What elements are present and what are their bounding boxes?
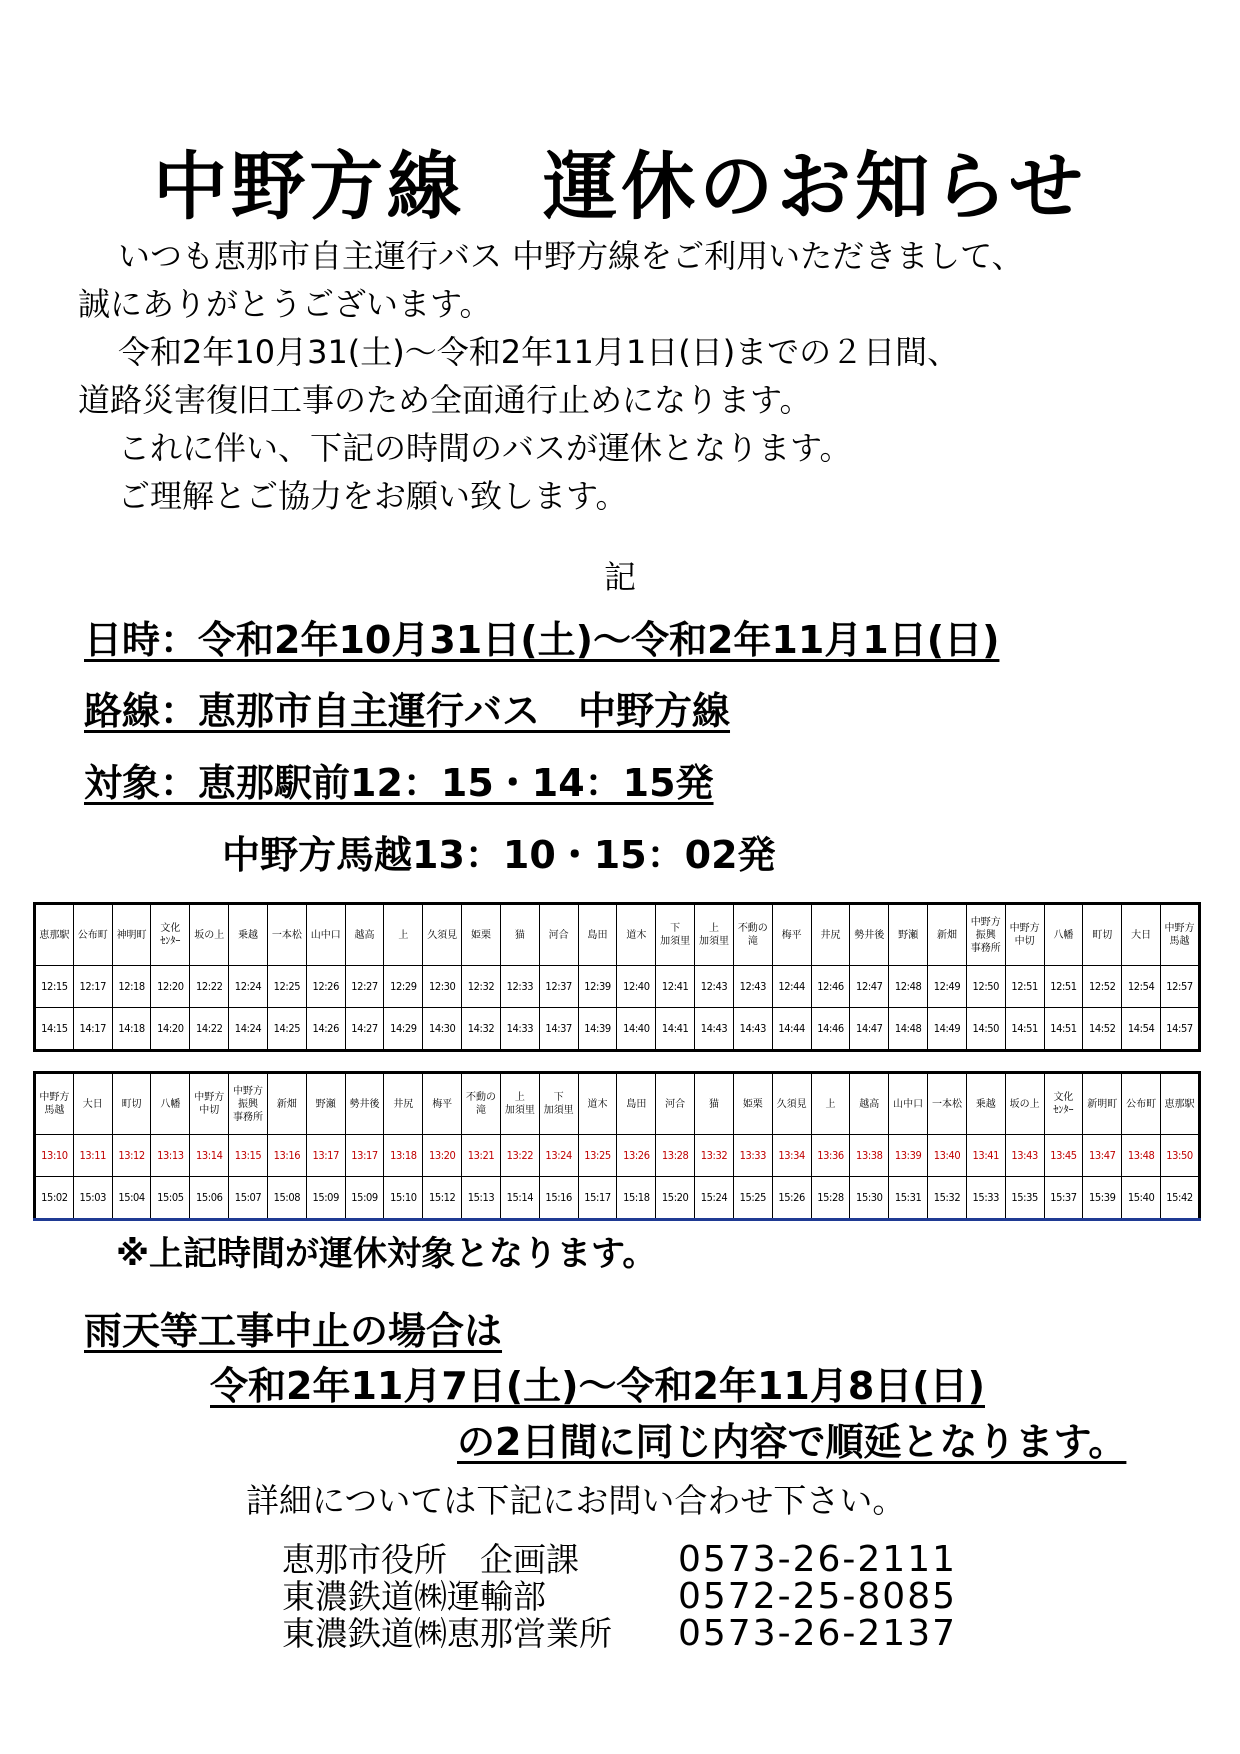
info-target: 対象：恵那駅前12：15・14：15発 bbox=[84, 761, 714, 805]
stop-name: 勢井後 bbox=[850, 904, 889, 966]
stop-name: 猫 bbox=[695, 1073, 734, 1135]
intro-line: 令和2年10月31(土)～令和2年11月1日(日)までの２日間、 bbox=[118, 333, 960, 371]
stop-name: 文化 ｾﾝﾀｰ bbox=[1044, 1073, 1083, 1135]
departure-time: 13:47 bbox=[1083, 1135, 1122, 1177]
departure-time: 15:42 bbox=[1161, 1177, 1200, 1220]
departure-time: 12:33 bbox=[500, 966, 539, 1008]
rain-postpone-line3: の2日間に同じ内容で順延となります。 bbox=[457, 1420, 1127, 1464]
departure-time: 12:51 bbox=[1005, 966, 1044, 1008]
stop-name: 一本松 bbox=[267, 904, 306, 966]
departure-time: 14:24 bbox=[229, 1008, 268, 1051]
departure-time: 15:25 bbox=[733, 1177, 772, 1220]
departure-time: 15:10 bbox=[384, 1177, 423, 1220]
departure-time: 13:13 bbox=[151, 1135, 190, 1177]
stop-name: 野瀬 bbox=[889, 904, 928, 966]
departure-time: 15:09 bbox=[345, 1177, 384, 1220]
departure-time: 15:02 bbox=[35, 1177, 74, 1220]
departure-time: 14:29 bbox=[384, 1008, 423, 1051]
stop-name: 上 bbox=[384, 904, 423, 966]
page-title: 中野方線 運休のお知らせ bbox=[153, 144, 1087, 230]
stop-name: 新畑 bbox=[267, 1073, 306, 1135]
stop-name: 久須見 bbox=[772, 1073, 811, 1135]
departure-time: 13:34 bbox=[772, 1135, 811, 1177]
stop-name: 姫栗 bbox=[462, 904, 501, 966]
departure-time: 15:09 bbox=[306, 1177, 345, 1220]
departure-time: 15:03 bbox=[73, 1177, 112, 1220]
departure-time: 13:15 bbox=[229, 1135, 268, 1177]
departure-time: 14:18 bbox=[112, 1008, 151, 1051]
contact-item bbox=[282, 1615, 957, 1652]
departure-time: 15:24 bbox=[695, 1177, 734, 1220]
departure-time: 14:51 bbox=[1044, 1008, 1083, 1051]
departure-time: 13:10 bbox=[35, 1135, 74, 1177]
departure-time: 15:12 bbox=[423, 1177, 462, 1220]
departure-time: 14:32 bbox=[462, 1008, 501, 1051]
departure-time: 12:43 bbox=[733, 966, 772, 1008]
stop-name: 中野方 中切 bbox=[190, 1073, 229, 1135]
table-row bbox=[35, 1177, 1200, 1220]
stop-name: 久須見 bbox=[423, 904, 462, 966]
info-date: 日時：令和2年10月31日(土)～令和2年11月1日(日) bbox=[84, 618, 1000, 662]
departure-time: 15:37 bbox=[1044, 1177, 1083, 1220]
departure-time: 12:17 bbox=[73, 966, 112, 1008]
stop-name: 道木 bbox=[578, 1073, 617, 1135]
departure-time: 15:17 bbox=[578, 1177, 617, 1220]
departure-time: 12:29 bbox=[384, 966, 423, 1008]
departure-time: 12:22 bbox=[190, 966, 229, 1008]
departure-time: 15:05 bbox=[151, 1177, 190, 1220]
departure-time: 13:45 bbox=[1044, 1135, 1083, 1177]
departure-time: 14:49 bbox=[928, 1008, 967, 1051]
stop-name: 新畑 bbox=[928, 904, 967, 966]
contact-list bbox=[282, 1541, 957, 1652]
departure-time: 15:08 bbox=[267, 1177, 306, 1220]
stop-name: 町切 bbox=[112, 1073, 151, 1135]
suspension-note: ※上記時間が運休対象となります。 bbox=[116, 1234, 657, 1274]
intro-line: 誠にありがとうございます。 bbox=[78, 285, 492, 323]
departure-time: 12:30 bbox=[423, 966, 462, 1008]
departure-time: 14:54 bbox=[1122, 1008, 1161, 1051]
departure-time: 13:24 bbox=[539, 1135, 578, 1177]
departure-time: 15:32 bbox=[928, 1177, 967, 1220]
stop-name: 勢井後 bbox=[345, 1073, 384, 1135]
departure-time: 13:14 bbox=[190, 1135, 229, 1177]
departure-time: 12:50 bbox=[966, 966, 1005, 1008]
departure-time: 14:46 bbox=[811, 1008, 850, 1051]
departure-time: 13:21 bbox=[462, 1135, 501, 1177]
departure-time: 14:33 bbox=[500, 1008, 539, 1051]
stop-name: 猫 bbox=[500, 904, 539, 966]
departure-time: 12:27 bbox=[345, 966, 384, 1008]
stop-name: 公布町 bbox=[1122, 1073, 1161, 1135]
stop-name: 中野方 振興 事務所 bbox=[966, 904, 1005, 966]
intro-line: これに伴い、下記の時間のバスが運休となります。 bbox=[118, 429, 852, 467]
table-row bbox=[35, 966, 1200, 1008]
departure-time: 13:32 bbox=[695, 1135, 734, 1177]
stop-name: 井尻 bbox=[384, 1073, 423, 1135]
departure-time: 14:17 bbox=[73, 1008, 112, 1051]
departure-time: 13:48 bbox=[1122, 1135, 1161, 1177]
departure-time: 12:48 bbox=[889, 966, 928, 1008]
departure-time: 14:20 bbox=[151, 1008, 190, 1051]
stop-name: 坂の上 bbox=[1005, 1073, 1044, 1135]
departure-time: 13:25 bbox=[578, 1135, 617, 1177]
stop-name: 神明町 bbox=[112, 904, 151, 966]
departure-time: 13:28 bbox=[656, 1135, 695, 1177]
departure-time: 15:13 bbox=[462, 1177, 501, 1220]
departure-time: 14:27 bbox=[345, 1008, 384, 1051]
departure-time: 15:26 bbox=[772, 1177, 811, 1220]
stop-name: 大日 bbox=[73, 1073, 112, 1135]
departure-time: 15:06 bbox=[190, 1177, 229, 1220]
contact-name: 恵那市役所 企画課 bbox=[282, 1540, 579, 1579]
departure-time: 15:39 bbox=[1083, 1177, 1122, 1220]
stop-name: 山中口 bbox=[306, 904, 345, 966]
departure-time: 12:39 bbox=[578, 966, 617, 1008]
departure-time: 12:15 bbox=[35, 966, 74, 1008]
departure-time: 12:20 bbox=[151, 966, 190, 1008]
contact-item bbox=[282, 1578, 957, 1615]
stop-name: 山中口 bbox=[889, 1073, 928, 1135]
table-row bbox=[35, 1135, 1200, 1177]
departure-time: 12:18 bbox=[112, 966, 151, 1008]
departure-time: 13:38 bbox=[850, 1135, 889, 1177]
stop-name: 下 加須里 bbox=[656, 904, 695, 966]
stop-name: 中野方 馬越 bbox=[1161, 904, 1200, 966]
departure-time: 14:57 bbox=[1161, 1008, 1200, 1051]
departure-time: 15:07 bbox=[229, 1177, 268, 1220]
stop-header-row bbox=[35, 1073, 1200, 1135]
departure-time: 14:50 bbox=[966, 1008, 1005, 1051]
departure-time: 12:44 bbox=[772, 966, 811, 1008]
departure-time: 15:28 bbox=[811, 1177, 850, 1220]
departure-time: 13:11 bbox=[73, 1135, 112, 1177]
stop-name: 井尻 bbox=[811, 904, 850, 966]
stop-name: 河合 bbox=[656, 1073, 695, 1135]
stop-name: 一本松 bbox=[928, 1073, 967, 1135]
departure-time: 15:18 bbox=[617, 1177, 656, 1220]
departure-time: 14:47 bbox=[850, 1008, 889, 1051]
departure-time: 13:26 bbox=[617, 1135, 656, 1177]
departure-time: 15:40 bbox=[1122, 1177, 1161, 1220]
departure-time: 14:51 bbox=[1005, 1008, 1044, 1051]
departure-time: 15:16 bbox=[539, 1177, 578, 1220]
departure-time: 12:41 bbox=[656, 966, 695, 1008]
departure-time: 14:43 bbox=[695, 1008, 734, 1051]
departure-time: 15:31 bbox=[889, 1177, 928, 1220]
stop-header-row bbox=[35, 904, 1200, 966]
departure-time: 12:47 bbox=[850, 966, 889, 1008]
stop-name: 新明町 bbox=[1083, 1073, 1122, 1135]
contact-phone: 0573-26-2111 bbox=[678, 1539, 958, 1580]
departure-time: 12:52 bbox=[1083, 966, 1122, 1008]
departure-time: 14:40 bbox=[617, 1008, 656, 1051]
stop-name: 道木 bbox=[617, 904, 656, 966]
stop-name: 姫栗 bbox=[733, 1073, 772, 1135]
stop-name: 不動の 滝 bbox=[733, 904, 772, 966]
intro-text bbox=[78, 232, 1188, 520]
departure-time: 13:33 bbox=[733, 1135, 772, 1177]
timetable-inbound bbox=[33, 1071, 1201, 1221]
departure-time: 13:41 bbox=[966, 1135, 1005, 1177]
rain-postpone-line1: 雨天等工事中止の場合は bbox=[84, 1309, 503, 1353]
departure-time: 13:43 bbox=[1005, 1135, 1044, 1177]
departure-time: 15:33 bbox=[966, 1177, 1005, 1220]
stop-name: 不動の 滝 bbox=[462, 1073, 501, 1135]
departure-time: 15:20 bbox=[656, 1177, 695, 1220]
departure-time: 14:15 bbox=[35, 1008, 74, 1051]
departure-time: 14:41 bbox=[656, 1008, 695, 1051]
departure-time: 13:17 bbox=[306, 1135, 345, 1177]
departure-time: 15:04 bbox=[112, 1177, 151, 1220]
stop-name: 下 加須里 bbox=[539, 1073, 578, 1135]
stop-name: 町切 bbox=[1083, 904, 1122, 966]
stop-name: 中野方 中切 bbox=[1005, 904, 1044, 966]
departure-time: 13:20 bbox=[423, 1135, 462, 1177]
stop-name: 上 加須里 bbox=[500, 1073, 539, 1135]
departure-time: 12:46 bbox=[811, 966, 850, 1008]
stop-name: 恵那駅 bbox=[1161, 1073, 1200, 1135]
departure-time: 13:36 bbox=[811, 1135, 850, 1177]
stop-name: 坂の上 bbox=[190, 904, 229, 966]
stop-name: 中野方 馬越 bbox=[35, 1073, 74, 1135]
stop-name: 島田 bbox=[617, 1073, 656, 1135]
departure-time: 13:16 bbox=[267, 1135, 306, 1177]
stop-name: 八幡 bbox=[151, 1073, 190, 1135]
departure-time: 14:25 bbox=[267, 1008, 306, 1051]
ki-marker: 記 bbox=[603, 558, 636, 596]
departure-time: 13:17 bbox=[345, 1135, 384, 1177]
departure-time: 13:22 bbox=[500, 1135, 539, 1177]
intro-line: ご理解とご協力をお願い致します。 bbox=[118, 477, 628, 515]
info-route: 路線：恵那市自主運行バス 中野方線 bbox=[84, 689, 731, 733]
contact-heading: 詳細については下記にお問い合わせ下さい。 bbox=[246, 1481, 906, 1520]
stop-name: 越高 bbox=[345, 904, 384, 966]
stop-name: 越高 bbox=[850, 1073, 889, 1135]
departure-time: 15:14 bbox=[500, 1177, 539, 1220]
stop-name: 梅平 bbox=[772, 904, 811, 966]
departure-time: 14:43 bbox=[733, 1008, 772, 1051]
departure-time: 12:32 bbox=[462, 966, 501, 1008]
stop-name: 乗越 bbox=[966, 1073, 1005, 1135]
departure-time: 12:37 bbox=[539, 966, 578, 1008]
departure-time: 14:44 bbox=[772, 1008, 811, 1051]
stop-name: 梅平 bbox=[423, 1073, 462, 1135]
departure-time: 14:39 bbox=[578, 1008, 617, 1051]
stop-name: 島田 bbox=[578, 904, 617, 966]
departure-time: 14:48 bbox=[889, 1008, 928, 1051]
departure-time: 12:40 bbox=[617, 966, 656, 1008]
stop-name: 文化 ｾﾝﾀｰ bbox=[151, 904, 190, 966]
contact-name: 東濃鉄道㈱恵那営業所 bbox=[282, 1614, 612, 1653]
departure-time: 13:40 bbox=[928, 1135, 967, 1177]
intro-line: 道路災害復旧工事のため全面通行止めになります。 bbox=[78, 381, 812, 419]
stop-name: 河合 bbox=[539, 904, 578, 966]
info-target-2: 中野方馬越13：10・15：02発 bbox=[222, 833, 776, 877]
stop-name: 公布町 bbox=[73, 904, 112, 966]
departure-time: 12:57 bbox=[1161, 966, 1200, 1008]
departure-time: 13:12 bbox=[112, 1135, 151, 1177]
departure-time: 12:24 bbox=[229, 966, 268, 1008]
departure-time: 14:52 bbox=[1083, 1008, 1122, 1051]
departure-time: 13:39 bbox=[889, 1135, 928, 1177]
stop-name: 恵那駅 bbox=[35, 904, 74, 966]
table-row bbox=[35, 1008, 1200, 1051]
departure-time: 12:43 bbox=[695, 966, 734, 1008]
departure-time: 12:51 bbox=[1044, 966, 1083, 1008]
departure-time: 13:18 bbox=[384, 1135, 423, 1177]
departure-time: 12:49 bbox=[928, 966, 967, 1008]
contact-phone: 0572-25-8085 bbox=[678, 1576, 958, 1617]
intro-line: いつも恵那市自主運行バス 中野方線をご利用いただきまして、 bbox=[118, 237, 1024, 275]
departure-time: 15:30 bbox=[850, 1177, 889, 1220]
departure-time: 12:26 bbox=[306, 966, 345, 1008]
stop-name: 乗越 bbox=[229, 904, 268, 966]
rain-postpone-line2: 令和2年11月7日(土)～令和2年11月8日(日) bbox=[210, 1364, 985, 1408]
contact-phone: 0573-26-2137 bbox=[678, 1613, 958, 1654]
stop-name: 上 bbox=[811, 1073, 850, 1135]
stop-name: 上 加須里 bbox=[695, 904, 734, 966]
departure-time: 14:30 bbox=[423, 1008, 462, 1051]
departure-time: 13:50 bbox=[1161, 1135, 1200, 1177]
departure-time: 14:37 bbox=[539, 1008, 578, 1051]
contact-item bbox=[282, 1541, 957, 1578]
departure-time: 12:25 bbox=[267, 966, 306, 1008]
stop-name: 野瀬 bbox=[306, 1073, 345, 1135]
contact-name: 東濃鉄道㈱運輸部 bbox=[282, 1577, 546, 1616]
stop-name: 八幡 bbox=[1044, 904, 1083, 966]
departure-time: 12:54 bbox=[1122, 966, 1161, 1008]
stop-name: 中野方 振興 事務所 bbox=[229, 1073, 268, 1135]
departure-time: 14:22 bbox=[190, 1008, 229, 1051]
stop-name: 大日 bbox=[1122, 904, 1161, 966]
departure-time: 15:35 bbox=[1005, 1177, 1044, 1220]
departure-time: 14:26 bbox=[306, 1008, 345, 1051]
timetable-outbound bbox=[33, 902, 1201, 1052]
